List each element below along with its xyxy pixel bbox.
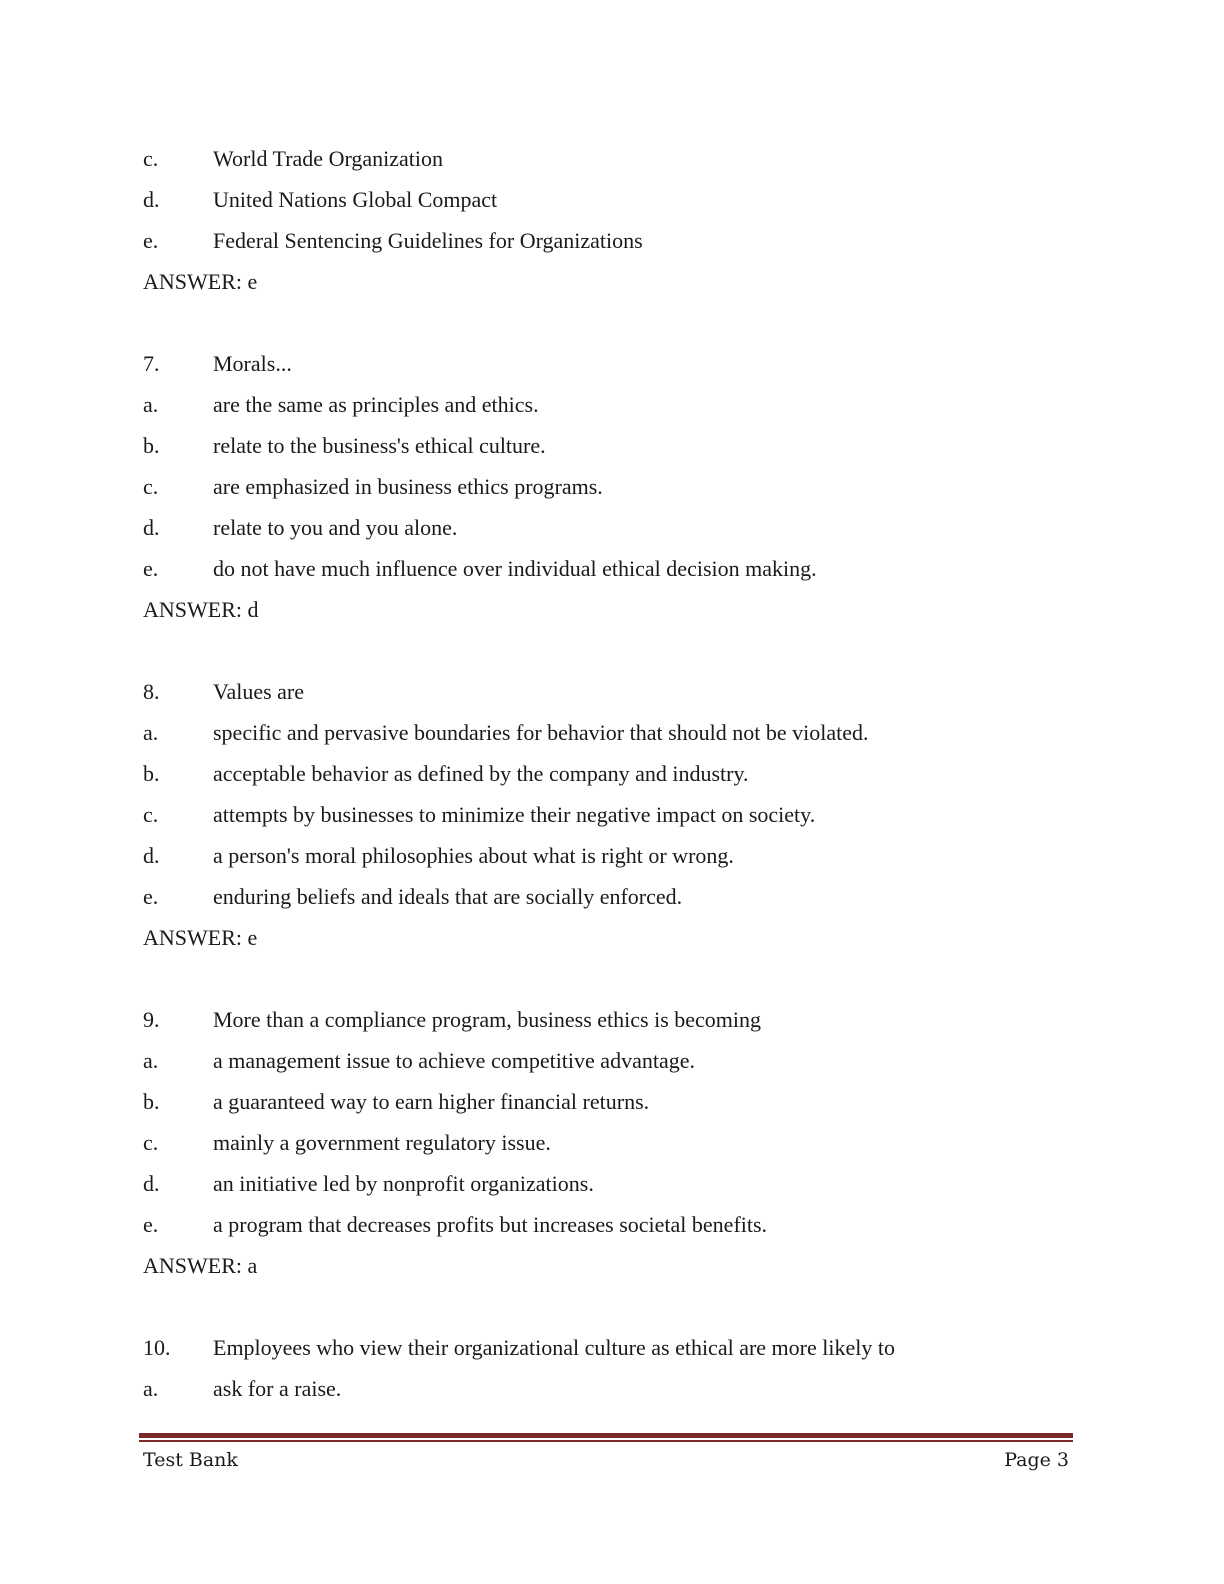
answer-option (143, 1368, 1083, 1409)
page-number: Page 3 (1004, 1449, 1069, 1471)
block-spacer (143, 958, 1083, 999)
answer-option (143, 384, 1083, 425)
footer-rule (139, 1433, 1073, 1442)
question-block (143, 1327, 1083, 1409)
answer-key: ANSWER: a (143, 1253, 258, 1278)
option-letter: c. (143, 802, 159, 827)
option-letter: d. (143, 1171, 160, 1196)
question-text: Values are (213, 679, 305, 704)
option-text: relate to you and you alone. (213, 515, 458, 540)
answer-option (143, 548, 1083, 589)
answer-option (143, 1081, 1083, 1122)
block-spacer (143, 302, 1083, 343)
question-text: Morals... (213, 351, 292, 376)
answer-option (143, 712, 1083, 753)
question-number: 10. (143, 1335, 171, 1360)
option-text: ask for a raise. (213, 1376, 342, 1401)
answer-key: ANSWER: e (143, 925, 258, 950)
option-text: a person's moral philosophies about what is right or wrong. (213, 843, 734, 868)
answer-option (143, 179, 1083, 220)
answer-option (143, 507, 1083, 548)
option-text: United Nations Global Compact (213, 187, 498, 212)
option-text: enduring beliefs and ideals that are socially enforced. (213, 884, 683, 909)
option-text: a guaranteed way to earn higher financial returns. (213, 1089, 650, 1114)
question-text: Employees who view their organizational culture as ethical are more likely to (213, 1335, 895, 1360)
option-letter: a. (143, 1376, 159, 1401)
answer-option (143, 425, 1083, 466)
option-text: Federal Sentencing Guidelines for Organizations (213, 228, 643, 253)
page-content (143, 138, 1083, 1409)
footer-title: Test Bank (143, 1449, 238, 1471)
answer-option (143, 220, 1083, 261)
option-letter: e. (143, 884, 159, 909)
option-letter: c. (143, 1130, 159, 1155)
question-text: More than a compliance program, business ethics is becoming (213, 1007, 762, 1032)
question-number: 9. (143, 1007, 160, 1032)
footer-rule-thick (139, 1433, 1073, 1438)
question-stem (143, 999, 1083, 1040)
option-letter: c. (143, 146, 159, 171)
block-spacer (143, 1286, 1083, 1327)
option-text: World Trade Organization (213, 146, 444, 171)
option-text: a program that decreases profits but increases societal benefits. (213, 1212, 768, 1237)
question-number: 7. (143, 351, 160, 376)
option-letter: d. (143, 187, 160, 212)
question-number: 8. (143, 679, 160, 704)
option-text: are the same as principles and ethics. (213, 392, 539, 417)
option-text: acceptable behavior as defined by the company and industry. (213, 761, 749, 786)
option-text: relate to the business's ethical culture. (213, 433, 546, 458)
answer-option (143, 1204, 1083, 1245)
option-text: a management issue to achieve competitive advantage. (213, 1048, 695, 1073)
option-text: specific and pervasive boundaries for behavior that should not be violated. (213, 720, 869, 745)
option-letter: b. (143, 1089, 160, 1114)
option-letter: d. (143, 843, 160, 868)
option-letter: e. (143, 1212, 159, 1237)
option-letter: b. (143, 433, 160, 458)
page-footer (143, 1444, 1069, 1476)
option-letter: a. (143, 720, 159, 745)
option-text: attempts by businesses to minimize their negative impact on society. (213, 802, 816, 827)
answer-option (143, 1040, 1083, 1081)
question-stem (143, 1327, 1083, 1368)
question-block (143, 671, 1083, 958)
answer-option (143, 835, 1083, 876)
option-letter: d. (143, 515, 160, 540)
option-text: an initiative led by nonprofit organizations. (213, 1171, 594, 1196)
answer-option (143, 466, 1083, 507)
answer-option (143, 753, 1083, 794)
answer-option (143, 876, 1083, 917)
option-letter: a. (143, 392, 159, 417)
question-stem (143, 343, 1083, 384)
option-text: do not have much influence over individual ethical decision making. (213, 556, 817, 581)
answer-option (143, 1122, 1083, 1163)
answer-key: ANSWER: d (143, 597, 259, 622)
option-text: mainly a government regulatory issue. (213, 1130, 551, 1155)
question-block (143, 343, 1083, 630)
block-spacer (143, 630, 1083, 671)
answer-option (143, 1163, 1083, 1204)
option-letter: a. (143, 1048, 159, 1073)
answer-key: ANSWER: e (143, 269, 258, 294)
answer-option (143, 794, 1083, 835)
option-letter: e. (143, 228, 159, 253)
option-letter: e. (143, 556, 159, 581)
option-text: are emphasized in business ethics programs. (213, 474, 603, 499)
question-block (143, 999, 1083, 1286)
question-stem (143, 671, 1083, 712)
answer-option (143, 138, 1083, 179)
footer-rule-thin (139, 1440, 1073, 1442)
option-letter: c. (143, 474, 159, 499)
option-letter: b. (143, 761, 160, 786)
options-continuation-block (143, 138, 1083, 302)
